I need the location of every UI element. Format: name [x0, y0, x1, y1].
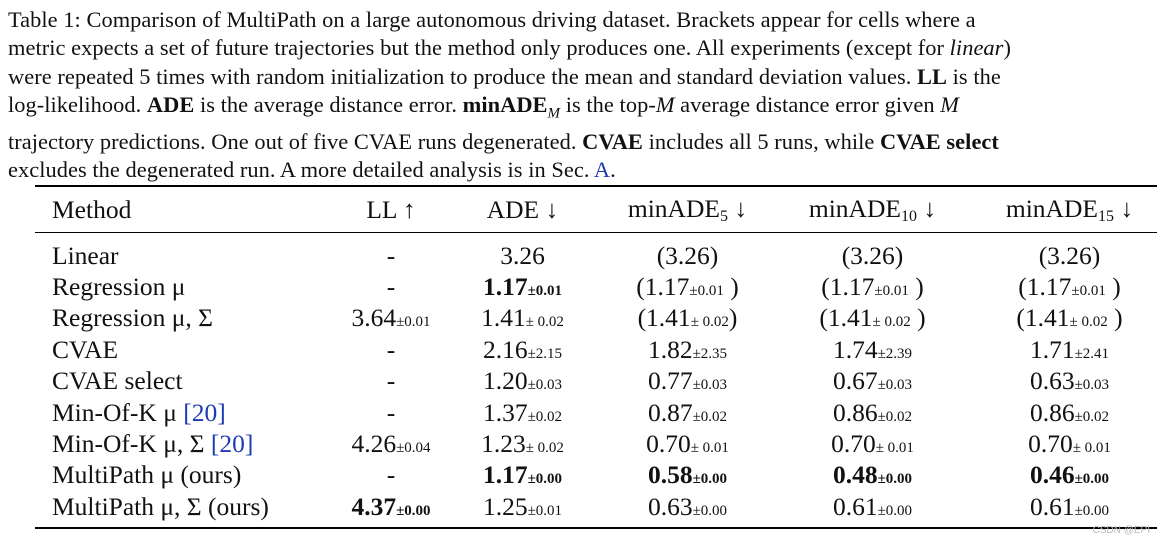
cell-m10: 0.48±0.00	[832, 460, 913, 490]
cell-m15: (1.17±0.01 )	[1018, 272, 1121, 302]
cell-ll: -	[386, 366, 396, 396]
table-header-row	[35, 189, 1162, 231]
citation-link[interactable]: [20]	[210, 429, 254, 459]
table-body	[35, 231, 1162, 523]
cell-ll: -	[386, 240, 396, 270]
cell-method: Regression μ, Σ	[52, 303, 213, 333]
cell-m15: (3.26)	[1038, 240, 1101, 270]
cell-method: CVAE select	[52, 366, 183, 396]
caption-line-4: log-likelihood. ADE is the average distance error. minADE$_M$ is the top-M average distance error given M	[8, 91, 959, 122]
header-ll: LL ↑	[366, 195, 416, 224]
header-ade: ADE ↓	[486, 195, 559, 224]
cell-m10: (3.26)	[841, 240, 904, 270]
cell-m10: 0.70± 0.01	[831, 429, 914, 459]
cell-ll: -	[386, 397, 396, 427]
cell-method: MultiPath μ, Σ (ours)	[52, 491, 269, 521]
caption-line-1: Table 1: Comparison of MultiPath on a large autonomous driving dataset. Brackets appear for cells where a	[8, 7, 976, 32]
cell-m5: 0.87±0.02	[647, 397, 728, 427]
cell-m5: 0.58±0.00	[647, 460, 728, 490]
cell-m15: 0.63±0.03	[1029, 366, 1110, 396]
cell-ade: 1.23± 0.02	[481, 429, 564, 459]
cell-ade: 1.20±0.03	[482, 366, 563, 396]
cell-m5: 0.77±0.03	[647, 366, 728, 396]
table-bottom-rule	[35, 527, 1157, 529]
cell-ade: 1.41± 0.02	[481, 303, 564, 333]
cell-ll: 4.37±0.00	[351, 491, 431, 521]
cell-m5: (1.41± 0.02)	[637, 303, 738, 333]
cell-ade: 2.16±2.15	[482, 334, 563, 364]
cell-ll: 4.26±0.04	[351, 429, 431, 459]
cell-ll: 3.64±0.01	[351, 303, 431, 333]
caption-line-2: metric expects a set of future trajectories but the method only produces one. All experiments (except for linear)	[8, 35, 1011, 61]
cell-method: Linear	[52, 240, 119, 270]
table-row	[35, 491, 1162, 522]
results-table	[35, 189, 1162, 523]
cell-method: Min-Of-K μ, Σ [20]	[52, 429, 254, 459]
cell-m15: 0.70± 0.01	[1028, 429, 1111, 459]
cell-m15: 0.61±0.00	[1029, 491, 1110, 521]
caption-line-3: were repeated 5 times with random initialization to produce the mean and standard deviation values. LL is the	[8, 63, 1001, 89]
cell-m10: 0.86±0.02	[832, 397, 913, 427]
cell-method: Regression μ	[52, 272, 186, 302]
cell-ade: 1.17±0.01	[482, 272, 563, 302]
cell-m10: 0.61±0.00	[832, 491, 913, 521]
table-row	[35, 397, 1162, 428]
cell-ll: -	[386, 334, 396, 364]
table-row	[35, 334, 1162, 365]
table-top-rule	[35, 185, 1157, 187]
cell-ade: 1.17±0.00	[482, 460, 563, 490]
caption-label: Table 1:	[8, 7, 81, 32]
caption-line-5: trajectory predictions. One out of five CVAE runs degenerated. CVAE includes all 5 runs, while CVAE select	[8, 128, 999, 154]
cell-m15: 1.71±2.41	[1029, 334, 1110, 364]
cell-method: CVAE	[52, 334, 119, 364]
cell-m15: (1.41± 0.02 )	[1016, 303, 1123, 333]
table-row	[35, 366, 1162, 397]
cell-m10: (1.41± 0.02 )	[819, 303, 926, 333]
header-minade5: minADE$_5$ ↓	[627, 194, 748, 225]
table-caption	[8, 6, 1158, 184]
cell-m15: 0.46±0.00	[1029, 460, 1110, 490]
cell-ade: 3.26	[500, 240, 545, 270]
section-ref-link[interactable]: A	[593, 156, 611, 182]
cell-m10: (1.17±0.01 )	[821, 272, 924, 302]
cell-method: MultiPath μ (ours)	[52, 460, 242, 490]
header-minade15: minADE$_{15}$ ↓	[1005, 194, 1134, 225]
cell-ll: -	[386, 460, 396, 490]
cell-m5: (3.26)	[656, 240, 719, 270]
cell-ade: 1.25±0.01	[482, 491, 563, 521]
cell-m10: 0.67±0.03	[832, 366, 913, 396]
cell-m10: 1.74±2.39	[832, 334, 913, 364]
cell-m5: 0.70± 0.01	[646, 429, 729, 459]
table-row	[35, 460, 1162, 491]
caption-line-6: excludes the degenerated run. A more detailed analysis is in Sec. A.	[8, 156, 616, 182]
cell-m5: (1.17±0.01 )	[636, 272, 739, 302]
citation-link[interactable]: [20]	[183, 397, 226, 427]
cell-method: Min-Of-K μ [20]	[52, 397, 226, 427]
cell-m5: 1.82±2.35	[647, 334, 728, 364]
header-minade10: minADE$_{10}$ ↓	[808, 194, 937, 225]
cell-m5: 0.63±0.00	[647, 491, 728, 521]
cell-m15: 0.86±0.02	[1029, 397, 1110, 427]
table-row	[35, 303, 1162, 334]
header-method: Method	[52, 195, 132, 224]
cell-ade: 1.37±0.02	[482, 397, 563, 427]
cell-ll: -	[386, 272, 396, 302]
table-row	[35, 271, 1162, 302]
table-row	[35, 231, 1162, 271]
table-row	[35, 428, 1162, 459]
watermark: CSDN @EPI	[1092, 525, 1150, 536]
